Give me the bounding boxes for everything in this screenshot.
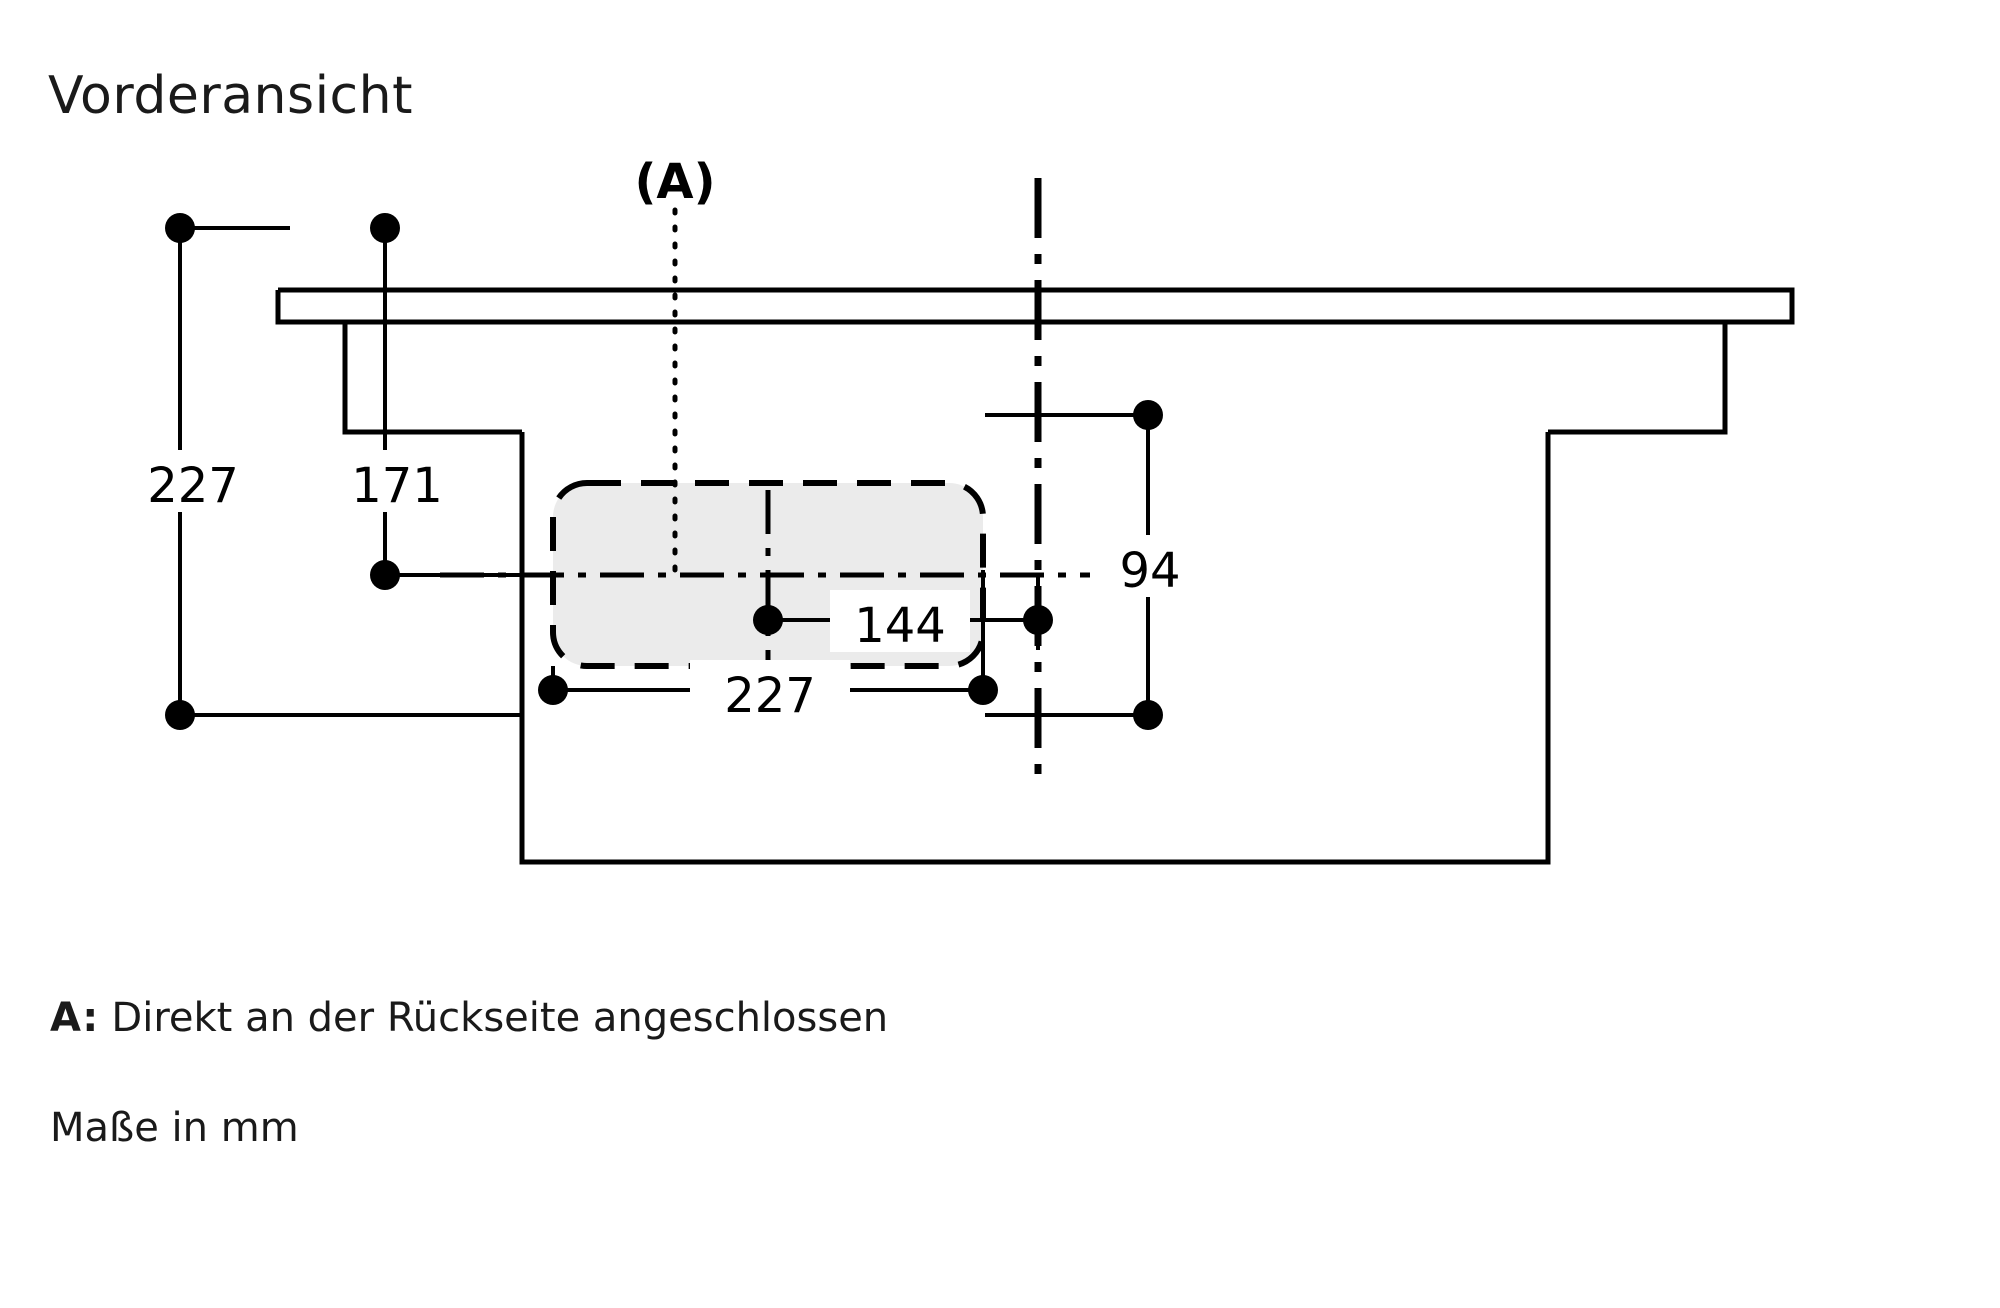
dimension-94: 94 [1119, 543, 1181, 599]
dimension-171: 171 [351, 458, 443, 514]
note-units: Maße in mm [50, 1105, 299, 1151]
note-a-prefix: A: [50, 995, 99, 1041]
dimension-144: 144 [854, 598, 946, 654]
dimension-227-bottom: 227 [724, 668, 816, 724]
callout-label: (A) [634, 154, 716, 210]
note-a-text: Direkt an der Rückseite angeschlossen [111, 995, 889, 1041]
technical-drawing [0, 150, 2000, 930]
dimension-227-left: 227 [147, 458, 239, 514]
note-a [50, 995, 888, 1041]
page-title: Vorderansicht [48, 66, 413, 126]
